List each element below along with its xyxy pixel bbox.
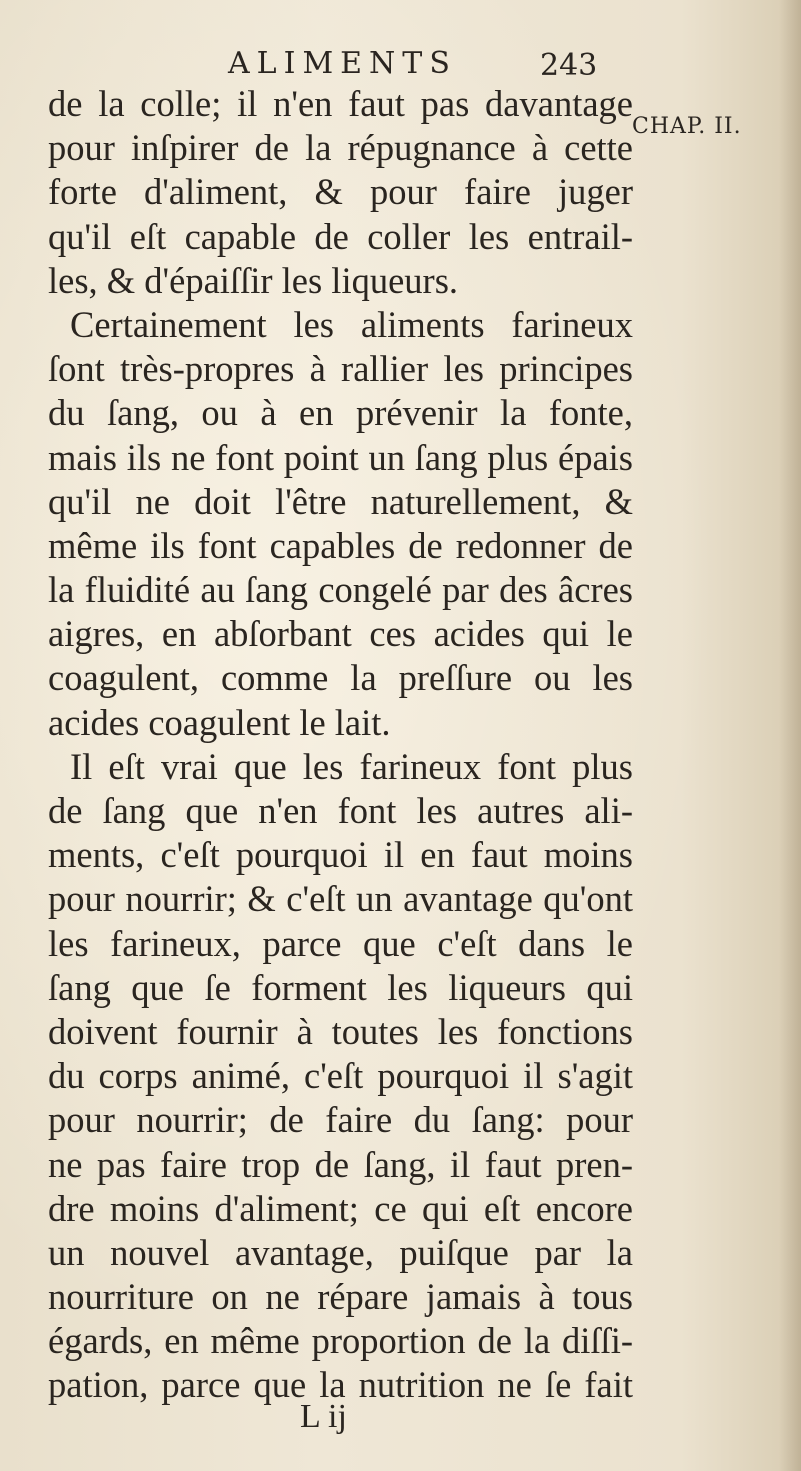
page-number: 243 [540,48,598,83]
text-line: les, & d'épaiſſir les liqueurs. [48,259,459,301]
text-line: ſang que ſe forment les liqueurs qui [48,966,633,1008]
text-line: qu'il ne doit l'être naturellement, & [48,480,633,522]
text-line: dre moins d'aliment; ce qui eſt encore [48,1187,633,1229]
text-line: nourriture on ne répare jamais à tous [48,1276,633,1318]
running-head: ALIMENTS [228,46,457,81]
text-line: pour inſpirer de la répugnance à cette [48,127,633,169]
text-line: de ſang que n'en font les autres ali- [48,790,633,831]
text-line: mais ils ne font point un ſang plus épais [48,436,633,478]
text-line: Il eſt vrai que les farineux font plus [70,745,633,787]
text-line: même ils font capables de redonner de [48,524,633,566]
text-line: qu'il eſt capable de coller les entrail- [48,215,633,257]
text-line: du corps animé, c'eſt pourquoi il s'agit [48,1055,633,1097]
chapter-marker: CHAP. II. [632,114,742,139]
text-line: ſont très-propres à rallier les principes [48,348,633,390]
text-line: acides coagulent le lait. [48,701,391,743]
text-line: Certainement les aliments farineux [70,303,633,345]
signature-mark: L ij [300,1398,347,1435]
text-line: coagulent, comme la preſſure ou les [48,657,633,699]
text-line: pation, parce que la nutrition ne ſe fait [48,1364,633,1406]
text-line: aigres, en abſorbant ces acides qui le [48,613,633,655]
text-line: doivent fournir à toutes les fonctions [48,1010,633,1052]
text-line: égards, en même proportion de la diſſi- [48,1320,633,1362]
text-line: ne pas faire trop de ſang, il faut pren- [48,1143,633,1185]
body-text [48,82,633,1408]
page-edge-shadow [779,0,801,1471]
text-line: pour nourrir; & c'eſt un avantage qu'ont [48,878,633,920]
text-line: les farineux, parce que c'eſt dans le [48,922,633,964]
text-line: forte d'aliment, & pour faire juger [48,171,633,213]
text-line: un nouvel avantage, puiſque par la [48,1231,633,1273]
text-line: ments, c'eſt pourquoi il en faut moins [48,834,633,876]
text-line: la fluidité au ſang congelé par des âcres [48,569,633,611]
text-line: pour nourrir; de faire du ſang: pour [48,1099,633,1141]
text-line: de la colle; il n'en faut pas davantage [48,83,633,124]
text-line: du ſang, ou à en prévenir la fonte, [48,392,633,434]
